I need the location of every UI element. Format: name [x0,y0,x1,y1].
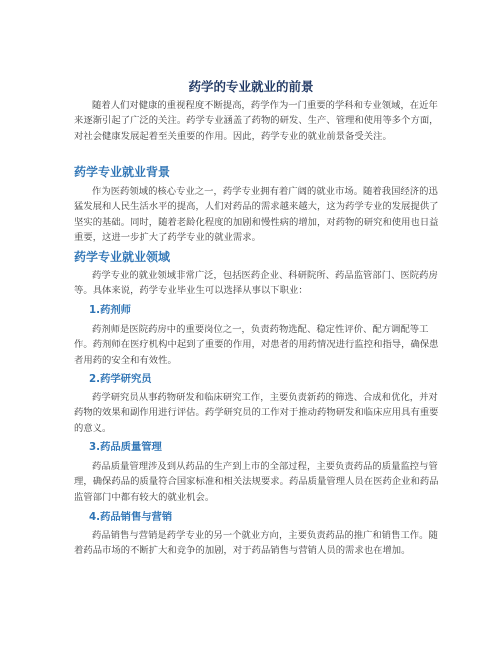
section-body-fields: 药学专业的就业领域非常广泛，包括医药企业、科研院所、药品监管部门、医院药房等。具体来说，药学专业毕业生可以选择从事以下职业： [74,270,438,297]
career-heading-pharmacist: 1.药剂师 [89,304,131,316]
career-body-quality: 药品质量管理涉及到从药品的生产到上市的全部过程，主要负责药品的质量监控与管理，确保药品的质量符合国家标准和相关法规要求。药品质量管理人员在医药企业和药品监管部门中都有较大的就业机会。 [74,461,439,503]
section-body-background: 作为医药领域的核心专业之一，药学专业拥有着广阔的就业市场。随着我国经济的迅猛发展和人民生活水平的提高，人们对药品的需求越来越大，这为药学专业的发展提供了坚实的基础。同时，随着老龄化程度的加剧和慢性病的增加，对药物的研究和使用也日益重要，这进一步扩大了药学专业的就业需求。 [74,186,439,244]
section-heading-fields: 药学专业就业领域 [74,250,171,264]
career-heading-quality: 3.药品质量管理 [89,441,162,453]
intro-paragraph: 随着人们对健康的重视程度不断提高，药学作为一门重要的学科和专业领域，在近年来逐渐引起了广泛的关注。药学专业涵盖了药物的研发、生产、管理和使用等多个方面，对社会健康发展起着至关重要的作用。因此，药学专业的就业前景备受关注。 [74,100,439,142]
document-title: 药学的专业就业的前景 [188,79,314,94]
career-body-researcher: 药学研究员从事药物研发和临床研究工作，主要负责新药的筛选、合成和优化，并对药物的效果和副作用进行评估。药学研究员的工作对于推动药物研发和临床应用具有重要的意义。 [74,392,439,434]
career-heading-researcher: 2.药学研究员 [89,373,152,385]
section-heading-background: 药学专业就业背景 [74,165,171,179]
career-body-pharmacist: 药剂师是医院药房中的重要岗位之一，负责药物选配、稳定性评价、配方调配等工作。药剂师在医疗机构中起到了重要的作用，对患者的用药情况进行监控和指导，确保患者用药的安全和有效性。 [74,324,439,366]
career-heading-sales: 4.药品销售与营销 [89,511,173,523]
career-body-sales: 药品销售与营销是药学专业的另一个就业方向，主要负责药品的推广和销售工作。随着药品市场的不断扩大和竞争的加剧，对于药品销售与营销人员的需求也在增加。 [74,530,438,557]
